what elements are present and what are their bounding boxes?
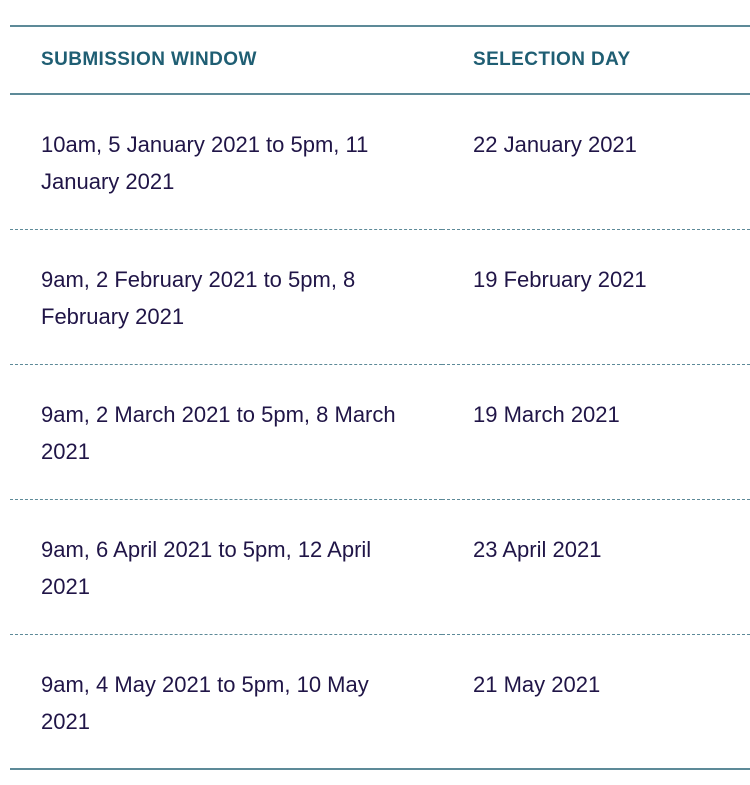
table-row — [10, 229, 750, 364]
selection-schedule-table — [10, 25, 750, 770]
header-row — [10, 26, 750, 94]
column-header-submission-window: SUBMISSION WINDOW — [41, 49, 257, 70]
table-header — [10, 26, 750, 94]
table-row — [10, 364, 750, 499]
submission-window-cell: 9am, 2 February 2021 to 5pm, 8 February 2021 — [41, 266, 356, 329]
selection-day-cell: 22 January 2021 — [473, 132, 637, 157]
table-row — [10, 94, 750, 229]
submission-window-cell: 10am, 5 January 2021 to 5pm, 11 January 2021 — [41, 132, 369, 194]
submission-window-cell: 9am, 4 May 2021 to 5pm, 10 May 2021 — [41, 671, 369, 734]
table-row — [10, 634, 750, 769]
table-body — [10, 94, 750, 769]
submission-window-cell: 9am, 2 March 2021 to 5pm, 8 March 2021 — [41, 401, 396, 464]
selection-day-cell: 21 May 2021 — [473, 671, 601, 697]
selection-day-cell: 19 February 2021 — [473, 266, 647, 292]
selection-schedule-table-container — [10, 25, 750, 770]
selection-day-cell: 19 March 2021 — [473, 401, 620, 427]
table-row — [10, 499, 750, 634]
selection-day-cell: 23 April 2021 — [473, 536, 602, 562]
submission-window-cell: 9am, 6 April 2021 to 5pm, 12 April 2021 — [41, 536, 372, 599]
column-header-selection-day: SELECTION DAY — [473, 49, 631, 70]
